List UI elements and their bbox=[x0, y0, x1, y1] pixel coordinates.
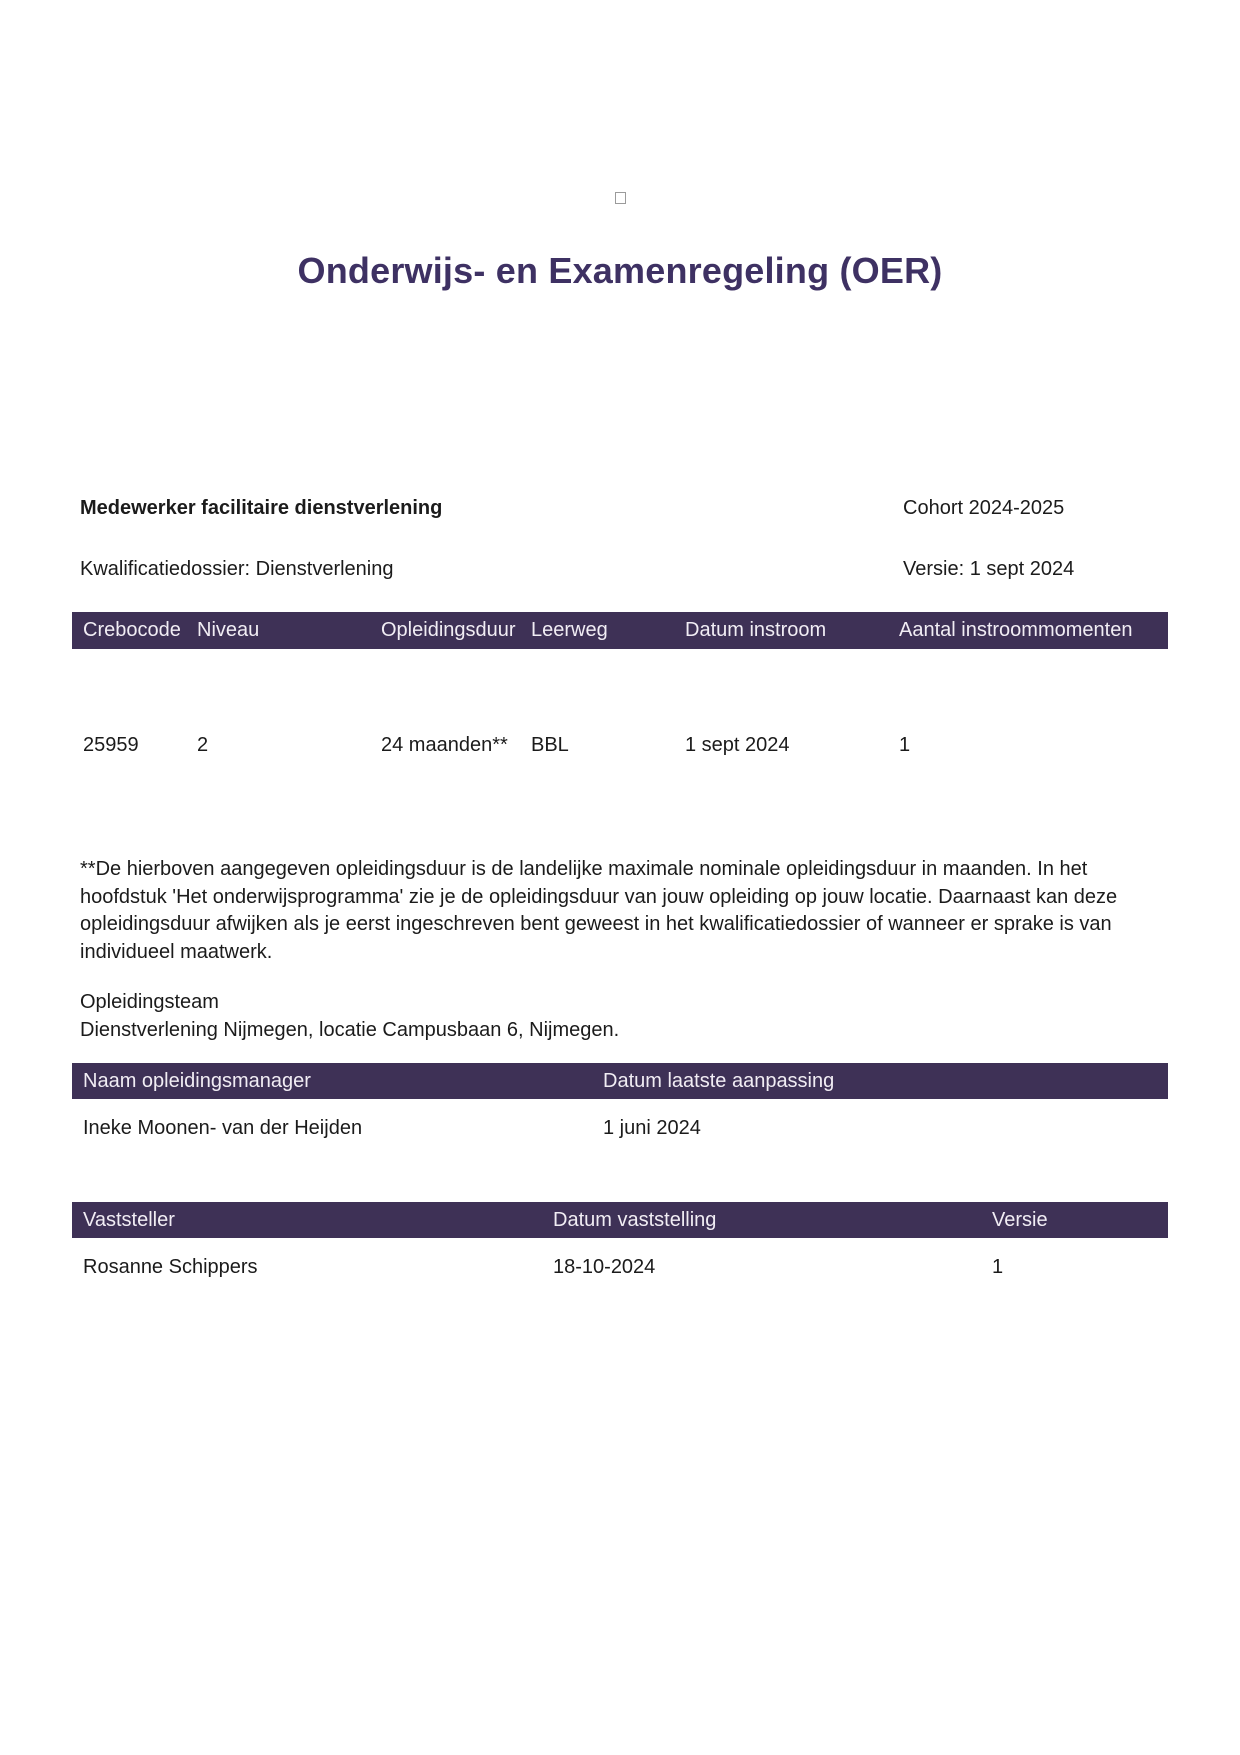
vaststelling-date-value: 18-10-2024 bbox=[553, 1256, 656, 1278]
column-header: Naam opleidingsmanager bbox=[83, 1069, 311, 1092]
column-header: Opleidingsduur bbox=[381, 619, 516, 641]
team-heading: Opleidingsteam bbox=[80, 991, 219, 1013]
crebocode-value: 25959 bbox=[83, 734, 139, 756]
column-header: Aantal instroommomenten bbox=[899, 619, 1133, 641]
instroommomenten-value: 1 bbox=[899, 734, 911, 756]
datum-instroom-value: 1 sept 2024 bbox=[685, 734, 790, 756]
program-table-row bbox=[72, 734, 1168, 760]
approval-table-row bbox=[72, 1256, 1168, 1282]
team-block bbox=[80, 988, 1172, 1044]
niveau-value: 2 bbox=[197, 734, 209, 756]
column-header: Niveau bbox=[197, 619, 260, 641]
program-table-header bbox=[72, 612, 1168, 649]
program-name: Medewerker facilitaire dienstverlening bbox=[80, 497, 443, 519]
column-header: Datum instroom bbox=[685, 619, 827, 641]
manager-table-row bbox=[72, 1117, 1168, 1143]
page-title: Onderwijs- en Examenregeling (OER) bbox=[297, 250, 943, 291]
approval-table-header bbox=[72, 1202, 1168, 1238]
column-header: Datum vaststelling bbox=[553, 1208, 717, 1231]
qualification-dossier: Kwalificatiedossier: Dienstverlening bbox=[80, 558, 394, 580]
opleidingsduur-value: 24 maanden** bbox=[381, 734, 508, 756]
versie-value: 1 bbox=[992, 1256, 1004, 1278]
manager-table-header bbox=[72, 1063, 1168, 1099]
version-label: Versie: 1 sept 2024 bbox=[903, 558, 1075, 580]
vaststeller-value: Rosanne Schippers bbox=[83, 1256, 258, 1278]
manager-name-value: Ineke Moonen- van der Heijden bbox=[83, 1117, 363, 1139]
column-header: Versie bbox=[992, 1208, 1048, 1231]
column-header: Crebocode bbox=[83, 619, 181, 641]
broken-image-placeholder-icon bbox=[615, 192, 626, 204]
column-header: Vaststeller bbox=[83, 1208, 175, 1231]
last-change-date-value: 1 juni 2024 bbox=[603, 1117, 701, 1139]
team-description: Dienstverlening Nijmegen, locatie Campusbaan 6, Nijmegen. bbox=[80, 1019, 620, 1041]
column-header: Leerweg bbox=[531, 619, 608, 641]
cohort-label: Cohort 2024-2025 bbox=[903, 497, 1065, 519]
column-header: Datum laatste aanpassing bbox=[603, 1069, 835, 1092]
duration-footnote: **De hierboven aangegeven opleidingsduur is de landelijke maximale nominale opleidingsduur in maanden. In het hoofdstuk 'Het onderwijsprogramma' zie je de opleidingsduur van jouw opleiding op jouw locatie. Daarnaast kan deze opleidingsduur afwijken als je eerst ingeschreven bent geweest in het kwalificatiedossier of wanneer er sprake is van individueel maatwerk. bbox=[80, 858, 1118, 963]
leerweg-value: BBL bbox=[531, 734, 569, 756]
